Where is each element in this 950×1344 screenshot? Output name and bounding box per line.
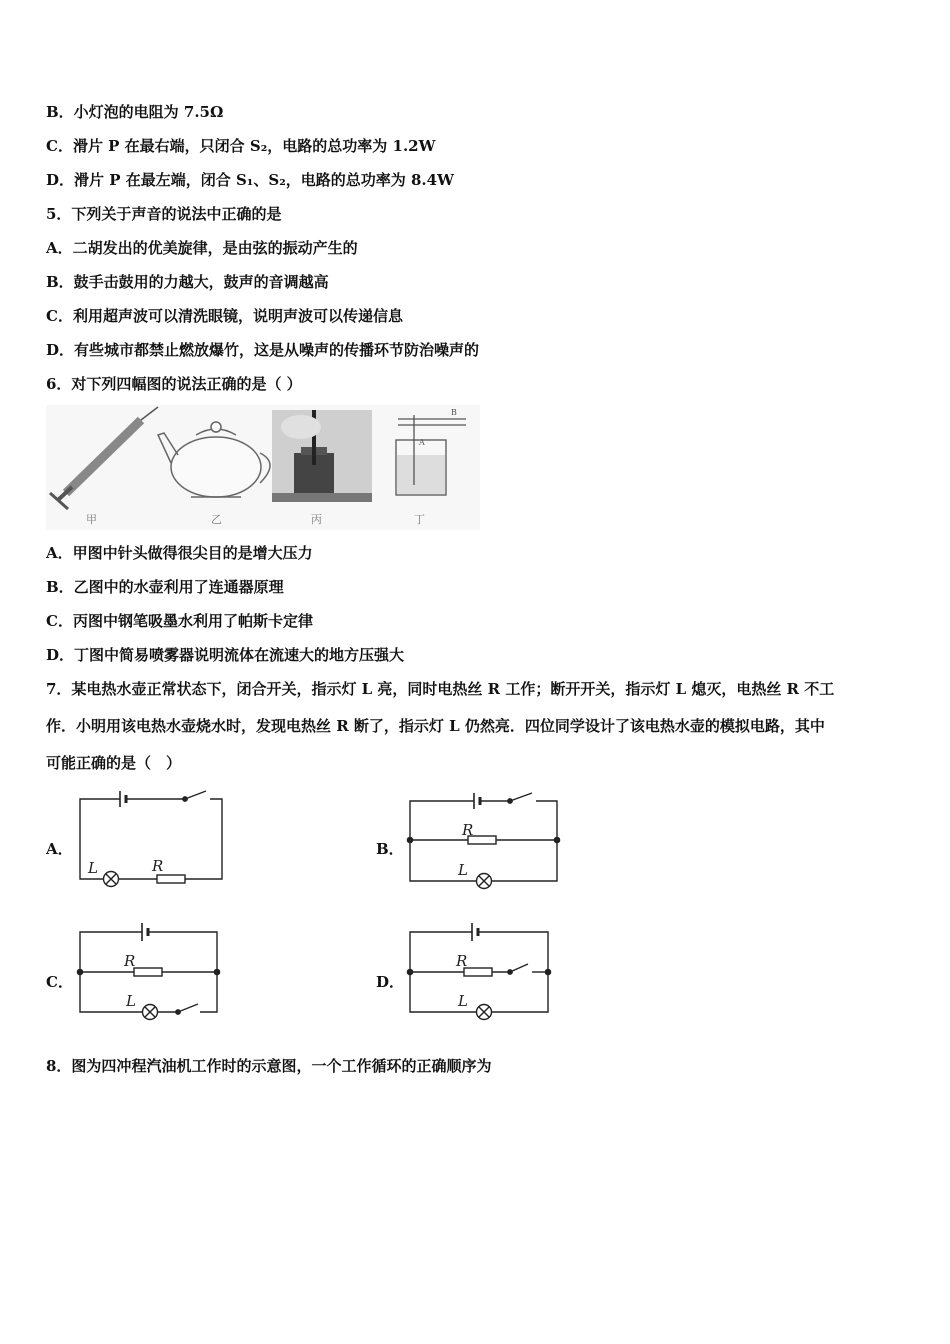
q4-option-b: B．小灯泡的电阻为 7.5Ω	[46, 103, 224, 121]
q5-option-c: C．利用超声波可以清洗眼镜，说明声波可以传递信息	[46, 307, 403, 325]
lamp-label: L	[458, 992, 468, 1010]
lamp-label: L	[88, 859, 98, 877]
q5-option-b: B．鼓手击鼓用的力越大，鼓声的音调越高	[46, 273, 329, 291]
q5-stem: 5．下列关于声音的说法中正确的是	[46, 205, 282, 223]
fig-label-bing: 丙	[311, 513, 322, 526]
lamp-label: L	[126, 992, 136, 1010]
resistor-label: R	[462, 821, 474, 839]
svg-text:B: B	[451, 408, 457, 417]
q7-label-d: D．	[376, 973, 405, 991]
svg-text:A: A	[419, 438, 425, 447]
q7-label-a: A．	[46, 840, 73, 858]
fig-label-ding: 丁	[414, 513, 425, 526]
q7-label-c: C．	[46, 973, 73, 991]
q6-option-c: C．丙图中钢笔吸墨水利用了帕斯卡定律	[46, 612, 313, 630]
resistor-icon	[157, 875, 185, 883]
q5-option-d: D．有些城市都禁止燃放爆竹，这是从噪声的传播环节防治噪声的	[46, 341, 480, 359]
q6-option-d: D．丁图中简易喷雾器说明流体在流速大的地方压强大	[46, 646, 405, 664]
circuit-a	[70, 785, 235, 895]
fig-label-jia: 甲	[86, 513, 97, 526]
q6-option-b: B．乙图中的水壶利用了连通器原理	[46, 578, 284, 596]
resistor-label: R	[456, 952, 468, 970]
q6-figure-strip	[46, 405, 480, 530]
pen-ink-figure	[272, 410, 372, 502]
q7-stem-line1: 7．某电热水壶正常状态下，闭合开关，指示灯 L 亮，同时电热丝 R 工作；断开开关，指示灯 L 熄灭，电热丝 R 不工	[46, 680, 835, 698]
q5-option-a: A．二胡发出的优美旋律，是由弦的振动产生的	[46, 239, 358, 257]
circuit-d	[400, 918, 565, 1028]
q7-stem-line2: 作．小明用该电热水壶烧水时，发现电热丝 R 断了，指示灯 L 仍然亮．四位同学设计了该电热水壶的模拟电路，其中	[46, 717, 825, 735]
resistor-icon	[464, 968, 492, 976]
circuit-b	[400, 785, 565, 895]
q6-option-a: A．甲图中针头做得很尖目的是增大压力	[46, 544, 313, 562]
q6-stem: 6．对下列四幅图的说法正确的是（ ）	[46, 375, 302, 393]
q4-option-c: C．滑片 P 在最右端，只闭合 S₂，电路的总功率为 1.2W	[46, 137, 436, 155]
q8-stem: 8．图为四冲程汽油机工作时的示意图，一个工作循环的正确顺序为	[46, 1057, 492, 1075]
resistor-icon	[134, 968, 162, 976]
resistor-label: R	[152, 857, 164, 875]
q7-stem-line3: 可能正确的是（ ）	[46, 754, 182, 772]
fig-label-yi: 乙	[211, 513, 222, 526]
q7-label-b: B．	[376, 840, 404, 858]
resistor-label: R	[124, 952, 136, 970]
lamp-label: L	[458, 861, 468, 879]
q4-option-d: D．滑片 P 在最左端，闭合 S₁、S₂，电路的总功率为 8.4W	[46, 171, 454, 189]
circuit-c	[70, 918, 235, 1028]
